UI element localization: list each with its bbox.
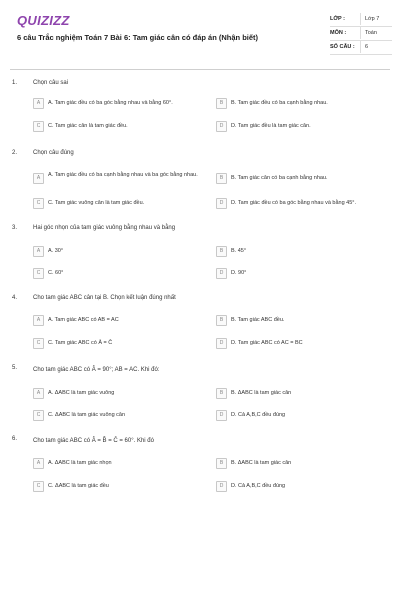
- header-divider: [10, 69, 390, 70]
- meta-key: SỐ CÂU :: [330, 44, 355, 50]
- option-text: C. ΔABC là tam giác đều: [48, 482, 109, 489]
- option-text: A. 30°: [48, 247, 64, 254]
- option-letter-badge: C: [33, 338, 44, 349]
- meta-row-class: [330, 13, 392, 27]
- meta-row-subject: [330, 27, 392, 41]
- meta-key: LỚP :: [330, 16, 345, 22]
- option-text: A. ΔABC là tam giác vuông: [48, 389, 115, 396]
- option-text: B. Tam giác ABC đều.: [231, 316, 285, 323]
- option-text: C. ΔABC là tam giác vuông cân: [48, 411, 126, 418]
- option-text: D. Tam giác ABC có AC = BC: [231, 339, 303, 346]
- option-text: A. Tam giác đều có ba góc bằng nhau và bằng 60°.: [48, 99, 173, 106]
- option-letter-badge: C: [33, 481, 44, 492]
- option-text: D. Cả A,B,C đều đúng: [231, 411, 286, 418]
- question-number: 6.: [12, 436, 18, 442]
- option-letter-badge: D: [216, 198, 227, 209]
- option-letter-badge: D: [216, 338, 227, 349]
- option-text: A. ΔABC là tam giác nhọn: [48, 459, 112, 466]
- quizizz-logo: QUIZIZZ: [17, 13, 70, 28]
- option-text: D. 90°: [231, 269, 247, 276]
- option-letter-badge: B: [216, 173, 227, 184]
- meta-value: Lớp 7: [365, 16, 380, 22]
- option-text: B. Tam giác cân có ba cạnh bằng nhau.: [231, 174, 328, 181]
- meta-table: [330, 13, 392, 55]
- option-text: A. Tam giác ABC có AB = AC: [48, 316, 119, 323]
- option-text: B. ΔABC là tam giác cân: [231, 459, 292, 466]
- option-text: B. 45°: [231, 247, 247, 254]
- question-number: 5.: [12, 365, 18, 371]
- question-text: Cho tam giác ABC có Â = 90°; AB = AC. Khi đó:: [33, 367, 160, 373]
- option-text: D. Tam giác đều có ba góc bằng nhau và bằng 45°.: [231, 199, 357, 206]
- meta-key: MÔN :: [330, 30, 347, 36]
- option-letter-badge: A: [33, 315, 44, 326]
- option-letter-badge: D: [216, 121, 227, 132]
- option-letter-badge: D: [216, 268, 227, 279]
- option-text: C. 60°: [48, 269, 64, 276]
- question-text: Chọn câu sai: [33, 80, 69, 86]
- option-letter-badge: A: [33, 173, 44, 184]
- option-text: B. Tam giác đều có ba cạnh bằng nhau.: [231, 99, 328, 106]
- option-text: D. Cả A,B,C đều đúng: [231, 482, 286, 489]
- meta-value: Toán: [365, 30, 377, 36]
- option-letter-badge: D: [216, 410, 227, 421]
- option-letter-badge: B: [216, 315, 227, 326]
- option-letter-badge: B: [216, 388, 227, 399]
- question-text: Cho tam giác ABC cân tại B. Chọn kết luận đúng nhất: [33, 295, 176, 301]
- option-letter-badge: C: [33, 410, 44, 421]
- option-letter-badge: B: [216, 458, 227, 469]
- option-text: C. Tam giác vuông cân là tam giác đều.: [48, 199, 145, 206]
- option-letter-badge: B: [216, 98, 227, 109]
- question-number: 3.: [12, 225, 18, 231]
- question-text: Chọn câu đúng: [33, 150, 74, 156]
- meta-row-count: [330, 41, 392, 55]
- worksheet-title: 6 câu Trắc nghiệm Toán 7 Bài 6: Tam giác cân có đáp án (Nhận biết): [17, 33, 259, 42]
- worksheet-header: [0, 0, 400, 68]
- option-letter-badge: D: [216, 481, 227, 492]
- question-number: 4.: [12, 295, 18, 301]
- meta-value: 6: [365, 44, 369, 50]
- option-letter-badge: B: [216, 246, 227, 257]
- option-text: C. Tam giác ABC có Â = Ĉ: [48, 339, 113, 346]
- question-text: Hai góc nhọn của tam giác vuông bằng nhau và bằng: [33, 225, 176, 231]
- question-number: 2.: [12, 150, 18, 156]
- option-letter-badge: A: [33, 458, 44, 469]
- question-number: 1.: [12, 80, 18, 86]
- option-text: B. ΔABC là tam giác cân: [231, 389, 292, 396]
- option-text: C. Tam giác cân là tam giác đều.: [48, 122, 128, 129]
- option-letter-badge: A: [33, 246, 44, 257]
- option-text: D. Tam giác đều là tam giác cân.: [231, 122, 311, 129]
- option-letter-badge: C: [33, 268, 44, 279]
- option-letter-badge: C: [33, 198, 44, 209]
- option-letter-badge: A: [33, 98, 44, 109]
- option-text: A. Tam giác đều có ba cạnh bằng nhau và ba góc bằng nhau.: [48, 171, 198, 178]
- option-letter-badge: C: [33, 121, 44, 132]
- question-text: Cho tam giác ABC có Â = B̂ = Ĉ = 60°. Khi đó: [33, 438, 154, 444]
- option-letter-badge: A: [33, 388, 44, 399]
